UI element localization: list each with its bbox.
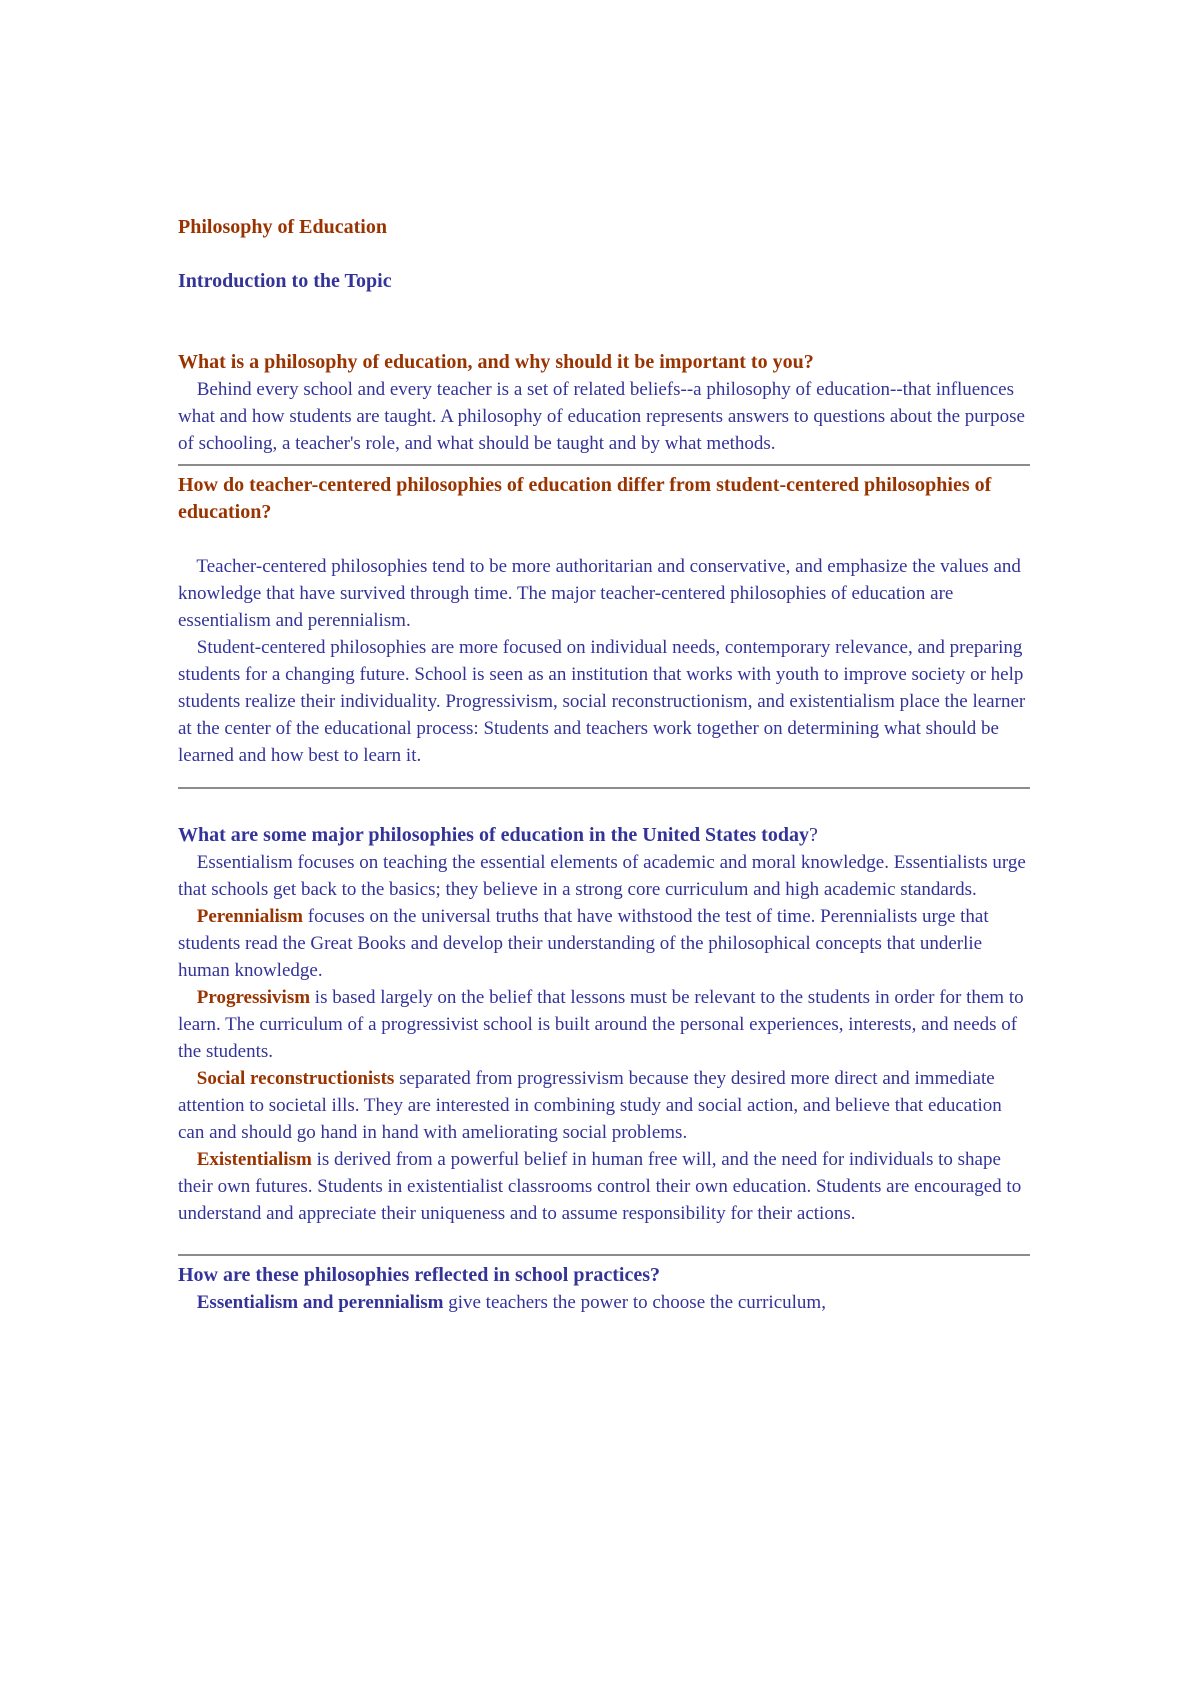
- section-2-bullet-2-text: Student-centered philosophies are more focused on individual needs, contemporary relevance, and preparing students for a changing future. School is seen as an institution that works with youth to improve society or help students realize their individuality. Progressivism, social reconstructionism, and existentialism place the learner at the center of the educational process: Students and teachers work together on determining what should be learned and how best to learn it.: [178, 637, 1026, 766]
- section-3-bullet-4-text: separated from progressivism because they desired more direct and immediate attention to societal ills. They are interested in combining study and social action, and believe that education can and should go hand in hand with ameliorating social problems.: [178, 1068, 1002, 1143]
- section-3-bullet-2-text: focuses on the universal truths that have withstood the test of time. Perennialists urge that students read the Great Books and develop their understanding of the philosophical concepts that underlie human knowledge.: [178, 906, 989, 981]
- section-3-bullet-1-text: Essentialism focuses on teaching the essential elements of academic and moral knowledge. Essentialists urge that schools get back to the basics; they believe in a strong core curriculum and high academic standards.: [178, 852, 1026, 900]
- section-4-bullet-1-text: give teachers the power to choose the curriculum,: [443, 1292, 826, 1313]
- section-4-question: How are these philosophies reflected in school practices?: [178, 1264, 660, 1286]
- term-social-reconstructionists: Social reconstructionists: [196, 1068, 395, 1089]
- section-1-question: What is a philosophy of education, and why should it be important to you?: [178, 351, 814, 373]
- section-3-bullet-5-text: is derived from a powerful belief in human free will, and the need for individuals to shape their own futures. Students in existentialist classrooms control their own education. Students are encouraged to understand and appreciate their uniqueness and to assume responsibility for their actions.: [178, 1149, 1022, 1224]
- term-existentialism: Existentialism: [196, 1149, 312, 1170]
- section-2-bullet-1: [178, 553, 1030, 634]
- section-3-bullet-2: [178, 903, 1030, 984]
- term-progressivism: Progressivism: [196, 987, 311, 1008]
- term-essentialism-and-perennialism: Essentialism and perennialism: [196, 1292, 444, 1313]
- section-4-bullet-1: [178, 1289, 1030, 1316]
- document-content: [178, 214, 1030, 1316]
- section-3-bullet-5: [178, 1146, 1030, 1227]
- section-2-question: How do teacher-centered philosophies of education differ from student-centered philosophies of education?: [178, 474, 992, 523]
- section-1-text: Behind every school and every teacher is a set of related beliefs--a philosophy of education--that influences what and how students are taught. A philosophy of education represents answers to questions about the purpose of schooling, a teacher's role, and what should be taught and by what methods.: [178, 379, 1025, 454]
- section-3-bullet-3-text: is based largely on the belief that lessons must be relevant to the students in order for them to learn. The curriculum of a progressivist school is built around the personal experiences, interests, and needs of the students.: [178, 987, 1024, 1062]
- page-subtitle: Introduction to the Topic: [178, 270, 392, 292]
- section-3-question: [178, 822, 1030, 849]
- term-perennialism: Perennialism: [196, 906, 304, 927]
- page-title: Philosophy of Education: [178, 216, 387, 238]
- section-2-bullet-2: [178, 634, 1030, 769]
- section-3-bullet-1: [178, 849, 1030, 903]
- section-3-bullet-3: [178, 984, 1030, 1065]
- section-3-question-text: What are some major philosophies of education in the United States today: [178, 824, 809, 846]
- section-1-paragraph: [178, 376, 1030, 457]
- section-2-bullet-1-text: Teacher-centered philosophies tend to be more authoritarian and conservative, and emphasize the values and knowledge that have survived through time. The major teacher-centered philosophies of education are essentialism and perennialism.: [178, 556, 1021, 631]
- section-3-question-mark: ?: [808, 824, 818, 846]
- section-3-bullet-4: [178, 1065, 1030, 1146]
